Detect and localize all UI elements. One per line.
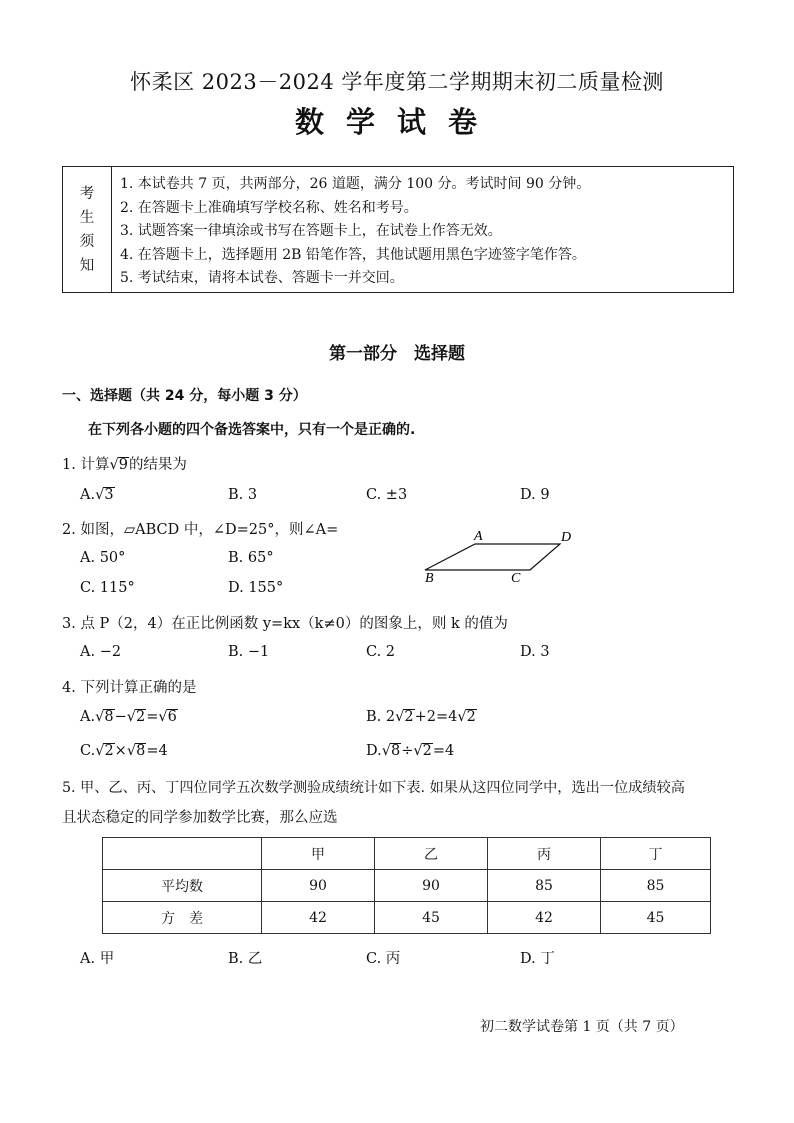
q1-option-c: C. ±3	[366, 487, 408, 503]
sqrt-symbol: √9	[109, 457, 128, 473]
sqrt-symbol: √3	[95, 487, 114, 503]
sqrt-symbol: √2	[457, 709, 476, 725]
q1-option-a-label: A.	[80, 487, 96, 503]
table-header-cell: 丙	[488, 838, 601, 870]
parallelogram-figure	[420, 522, 580, 584]
question-3: 3. 点 P（2，4）在正比例函数 y=kx（k≠0）的图象上，则 k 的值为	[62, 616, 508, 632]
part-title: 第一部分 选择题	[329, 344, 465, 364]
equals: =	[146, 709, 159, 725]
q1-option-a	[80, 487, 115, 503]
table-header-cell: 乙	[375, 838, 488, 870]
radicand: 2	[404, 709, 414, 725]
table-cell: 85	[488, 870, 601, 902]
table-cell: 45	[375, 902, 488, 934]
q2-option-d: D. 155°	[228, 580, 284, 596]
radicand: 2	[422, 743, 432, 759]
table-cell: 方 差	[103, 902, 262, 934]
q4-option-d	[366, 743, 454, 759]
notice-box	[62, 166, 734, 293]
q3-option-b: B. −1	[228, 644, 270, 660]
scores-table	[102, 837, 711, 934]
q4-option-b	[366, 709, 477, 725]
section-instruction: 在下列各小题的四个备选答案中，只有一个是正确的.	[88, 422, 416, 438]
q5-option-b: B. 乙	[228, 951, 263, 967]
sqrt-symbol: √2	[126, 709, 146, 725]
sqrt-symbol: √2	[395, 709, 414, 725]
table-cell: 90	[262, 870, 375, 902]
radicand: 8	[104, 709, 114, 725]
radicand: 2	[466, 709, 476, 725]
question-1	[62, 453, 187, 474]
q2-option-c: C. 115°	[80, 580, 135, 596]
parallelogram-shape	[425, 544, 560, 570]
q3-option-a: A. −2	[80, 644, 122, 660]
notice-item: 1. 本试卷共 7 页，共两部分，26 道题，满分 100 分。考试时间 90 分钟。	[120, 176, 591, 192]
q4-option-c-label: C.	[80, 743, 96, 759]
table-cell: 42	[488, 902, 601, 934]
q4-option-b-label: B. 2	[366, 709, 396, 725]
notice-label-char: 知	[79, 257, 95, 274]
question-5-line-2: 且状态稳定的同学参加数学比赛，那么应选	[62, 810, 338, 826]
q2-option-a: A. 50°	[80, 550, 126, 566]
operator: +2=4	[414, 709, 458, 725]
q1-text-after: 的结果为	[128, 457, 187, 473]
equals: =4	[146, 743, 168, 759]
q1-text-before: 1. 计算	[62, 457, 110, 473]
sqrt-symbol: √8	[126, 743, 146, 759]
notice-item: 5. 考试结束，请将本试卷、答题卡一并交回。	[120, 270, 404, 286]
q4-option-a	[80, 709, 178, 725]
sqrt-symbol: √8	[95, 709, 114, 725]
q5-option-d: D. 丁	[520, 951, 555, 967]
vertex-label-b: B	[425, 571, 434, 584]
q1-radicand: 9	[118, 457, 128, 473]
exam-subtitle: 数学试卷	[294, 105, 499, 139]
notice-items	[120, 173, 590, 291]
radicand: 2	[135, 709, 146, 725]
table-cell: 平均数	[103, 870, 262, 902]
notice-label-char: 考	[79, 185, 95, 202]
radicand: 2	[104, 743, 114, 759]
notice-item: 4. 在答题卡上，选择题用 2B 铅笔作答，其他试题用黑色字迹签字笔作答。	[120, 246, 586, 263]
question-4: 4. 下列计算正确的是	[62, 680, 197, 696]
notice-item: 2. 在答题卡上准确填写学校名称、姓名和考号。	[120, 199, 418, 216]
vertex-label-d: D	[561, 530, 572, 545]
table-row	[103, 902, 711, 934]
sqrt-symbol: √2	[413, 743, 432, 759]
table-cell: 45	[601, 902, 711, 934]
vertex-label-a: A	[474, 529, 483, 544]
q3-option-c: C. 2	[366, 644, 396, 660]
table-header-cell: 甲	[262, 838, 375, 870]
radicand: 8	[390, 743, 401, 759]
q3-option-d: D. 3	[520, 644, 550, 660]
q1-option-b: B. 3	[228, 487, 258, 503]
sqrt-symbol: √6	[158, 709, 177, 725]
table-cell: 90	[375, 870, 488, 902]
q5-option-a: A. 甲	[80, 951, 115, 967]
operator: ÷	[401, 743, 414, 759]
q5-option-c: C. 丙	[366, 951, 401, 967]
notice-item: 3. 试题答案一律填涂或书写在答题卡上，在试卷上作答无效。	[120, 223, 502, 239]
table-header-row	[103, 838, 711, 870]
sqrt-symbol: √8	[381, 743, 401, 759]
page-footer: 初二数学试卷第 1 页（共 7 页）	[480, 1019, 684, 1035]
table-header-cell: 丁	[601, 838, 711, 870]
radicand: 6	[167, 709, 177, 725]
notice-label-char: 须	[79, 233, 95, 250]
q1-option-a-radicand: 3	[104, 487, 114, 503]
q4-option-d-label: D.	[366, 743, 382, 759]
question-2: 2. 如图，▱ABCD 中，∠D=25°，则∠A=	[62, 522, 339, 538]
operator: ×	[114, 743, 127, 759]
equals: =4	[432, 743, 455, 759]
table-cell: 42	[262, 902, 375, 934]
notice-label	[63, 167, 112, 292]
q4-option-a-label: A.	[80, 709, 96, 725]
vertex-label-c: C	[511, 571, 521, 584]
question-5-line-1: 5. 甲、乙、丙、丁四位同学五次数学测验成绩统计如下表. 如果从这四位同学中，选出一位成绩较高	[62, 780, 685, 796]
radicand: 8	[136, 743, 146, 759]
sqrt-symbol: √2	[95, 743, 114, 759]
table-header-cell	[103, 838, 262, 870]
q4-option-c	[80, 743, 168, 759]
notice-label-char: 生	[79, 209, 95, 226]
section-heading: 一、选择题（共 24 分，每小题 3 分）	[62, 388, 307, 404]
q2-option-b: B. 65°	[228, 550, 274, 566]
operator: −	[114, 709, 127, 725]
q1-option-d: D. 9	[520, 487, 550, 503]
table-cell: 85	[601, 870, 711, 902]
table-row	[103, 870, 711, 902]
exam-title: 怀柔区 2023－2024 学年度第二学期期末初二质量检测	[130, 70, 664, 94]
